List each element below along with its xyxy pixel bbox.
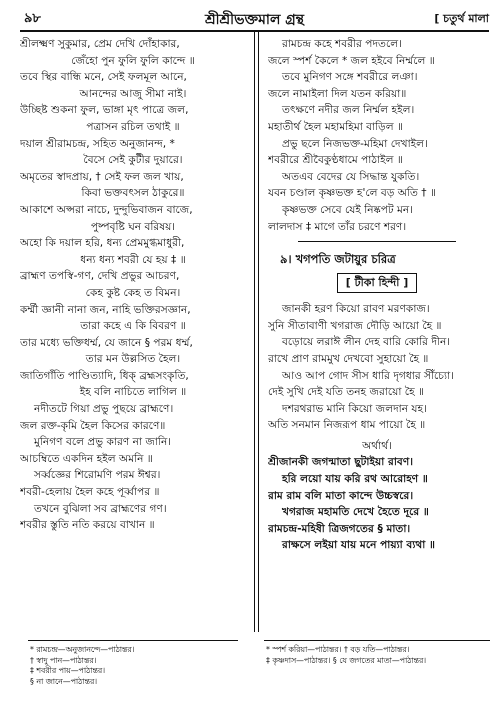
verse-line: তার মধ্যে ভক্তিধর্ম্ম, যে জানে § পরম ধর্ম্ম, — [20, 336, 193, 349]
verse-line: তবে স্থির বান্ধি মনে, সেই ফলমূল আনে, — [20, 71, 187, 84]
hindi-verse-line: বড়োয়ে লরাঈ লীন দেহ বারি কোরি দীন। — [282, 336, 451, 349]
verse-line: কেহ কুষ্ট কেহ ত বিমন। — [85, 286, 181, 299]
right-footnotes — [266, 645, 426, 666]
verse-line: বৈসে সেই কুটীর দুয়ারে। — [83, 154, 183, 167]
footnote-rule — [28, 640, 238, 641]
left-column — [20, 36, 246, 534]
verse-line: পুষ্পবৃষ্টি ঘন বরিষয়। — [90, 220, 176, 233]
verse-line: জেঁহো পুন ফুলি ফুলি কান্দে ॥ — [71, 54, 195, 67]
footnote: † স্বাদু পান—পাঠান্তর। — [30, 655, 97, 665]
verse-line: শ্রীজানকী জগন্মাতা ছুটাইয়া রাবণ। — [268, 456, 414, 469]
hindi-verse-line: দেই সুখি দেই যতি তনহ জরায়ো হৈ ॥ — [268, 386, 425, 399]
verse-line: লালদাস ‡ মাগে তাঁর চরণে শরণ। — [268, 220, 407, 233]
footnote: * রামচন্দ্র—অনুজানন্দে—পাঠান্তর। — [30, 645, 135, 654]
tika-label: [ টীকা হিন্দী ] — [337, 273, 417, 293]
verse-line: অমৃতের স্বাদপ্রায়, † সেই ফল জল খায়, — [20, 170, 184, 183]
verse-line: কর্ম্মী জ্ঞানী নানা জন, নাহি ভক্তিরসজ্ঞান, — [20, 303, 191, 316]
footnote: ‡ কৃষ্ণদাস—পাঠান্তর। § যে জগতের মাতা—পাঠান্তর। — [266, 655, 427, 665]
hindi-verse-line: জানকী হরণ কিয়ো রাবণ মরণকাজ। — [282, 303, 430, 316]
translation-label: অর্থার্থ। — [362, 439, 392, 452]
hindi-verse-line: আও আপ গোদ সীস ধারি দৃগধার সীঁচ্যো। — [282, 369, 454, 382]
verse-line: আনন্দের আজু সীমা নাই। — [79, 87, 187, 100]
footnote: * স্পর্শ করিয়া—পাঠান্তর। † বড় যতি—পাঠান্তর। — [266, 645, 410, 654]
verse-line: ব্রাহ্মণ তপস্বি-গণ, দেখি প্রভুর আচরণ, — [20, 270, 180, 283]
hindi-verse-line: অতি সনমান নিজরূপ ধাম পায়ো হৈ ॥ — [268, 419, 426, 432]
verse-line: রাক্ষসে লইয়া যায় মনে পায়্যা ব্যথা ॥ — [282, 539, 436, 552]
verse-line: খগরাজ মহামতি দেখে হৈতে দূরে ॥ — [282, 506, 429, 519]
verse-line: তার মন উল্লসিত হৈল। — [85, 353, 181, 366]
footnote: ‡ শবরীর পায়—পাঠান্তর। — [30, 666, 105, 676]
verse-line: শ্রীলক্ষ্মণ সুকুমার, প্রেম দেখি দোঁহাকার, — [20, 38, 180, 50]
verse-line: শবরীর স্তুতি নতি করয়ে বাখান ॥ — [20, 519, 155, 532]
verse-line: ইহ বলি নাচিতে লাগিল ॥ — [79, 386, 187, 399]
verse-line: আচম্বিতে একদিন হইল অমনি ॥ — [20, 452, 153, 465]
section-heading: ৯। খগপতি জটায়ুর চরিত্র — [280, 252, 396, 267]
verse-line: উচ্ছিষ্ট শুকনা ফুল, ভাঙ্গা মৃৎ পাত্রে জল, — [20, 104, 189, 117]
verse-line: মহাতীর্থ হৈল মহামহিমা বাড়িল ॥ — [268, 120, 403, 133]
verse-line: যবন চণ্ডাল কৃষ্ণভক্ত হ'লে বড় অতি † ॥ — [268, 187, 436, 200]
page-number: ৯৮ — [24, 11, 41, 26]
hindi-verse-line: দশরথরাভ মানি কিয়ো জলদান যহ। — [282, 402, 427, 415]
verse-line: তারা কহে এ কি বিবরণ ॥ — [80, 320, 186, 333]
verse-line: দয়াল শ্রীরামচন্দ্র, সহিত অনুজানন্দ, * — [20, 137, 175, 150]
verse-line: অহো কি দয়াল হরি, ধন্য প্রেমমুগ্ধমাধুরী, — [20, 237, 185, 250]
left-footnotes — [30, 645, 134, 687]
verse-line: কৃষ্ণভক্ত সেবে যেই নিষ্কপট মন। — [282, 203, 414, 216]
verse-line: নদীতটে গিয়া প্রভু পুছয়ে ব্রাহ্মণে। — [34, 403, 174, 416]
verse-line: জল রক্ত-কৃমি হৈল কিসের কারণে॥ — [20, 419, 166, 432]
verse-line: শবরী-হেলায় হৈল কহে পূর্ব্বাপর ॥ — [20, 486, 160, 499]
verse-line: ধন্য ধন্য শবরী যে হয় ‡ ॥ — [80, 253, 186, 266]
verse-line: জলে নামাইলা দিল যতন করিয়া॥ — [268, 87, 407, 100]
verse-line: হরি লয়ো যায় করি রথ আরোহণ ॥ — [282, 473, 428, 486]
verse-line: জাতিগাঁতি পাণ্ডিত্যাদি, ধিক্ ব্রহ্মসংকৃতি, — [20, 369, 189, 382]
verse-line: রামচন্দ্র-মহিষী ত্রিজগতের § মাতা। — [268, 522, 411, 535]
verse-line: অতএব বেদের যে সিদ্ধান্ত যুকতি। — [282, 170, 420, 183]
right-column — [268, 36, 486, 554]
hindi-verse-line: রাখে প্রাণ রামমুখ দেখবো সুহায়ো হৈ ॥ — [268, 352, 429, 365]
hindi-verse-line: সুনি সীতাবাণী খগরাজ দৌড়ি আয়ো হৈ ॥ — [268, 319, 442, 332]
page-header — [20, 6, 489, 28]
verse-line: আকাশে অপ্সরা নাচে, দুন্দুভিবাজন বাজে, — [20, 203, 193, 216]
tika-box — [268, 271, 486, 293]
section-divider — [298, 241, 456, 242]
verse-line: কিবা ভক্তবৎসল ঠাকুরে॥ — [81, 187, 185, 200]
verse-line: তবে মুনিগণ সঙ্গে শবরীরে লঞা। — [282, 71, 418, 84]
verse-line: শবরীরে শ্রীবৈকুণ্ঠধামে পাঠাইল ॥ — [268, 154, 403, 167]
verse-line: মুনিগণ বলে প্রভু কারণ না জানি। — [34, 436, 172, 449]
footnote-rule — [264, 640, 490, 641]
verse-line: সর্ব্বজ্ঞের শিরোমণি পরম ঈশ্বর। — [34, 469, 161, 482]
verse-line: পত্রাসন রচিল তথাই ॥ — [86, 120, 180, 133]
verse-line: রাম রাম বলি মাতা কান্দে উচ্চস্বরে। — [268, 489, 414, 502]
column-divider — [254, 32, 255, 632]
verse-line: তখনে বুঝিলা সব ব্রাহ্মণের গণ। — [34, 502, 167, 515]
verse-line: জলে স্পর্শ কৈলে * জল হইবে নির্ম্মলে ॥ — [268, 54, 435, 67]
column-divider — [258, 32, 259, 632]
verse-line: তৎক্ষণে নদীর জল নির্ম্মল হইল। — [282, 104, 415, 117]
verse-line: প্রভু ছলে নিজভক্ত-মহিমা দেখাইল। — [282, 137, 428, 150]
verse-line: রামচন্দ্র কহে শবরীর পদতলে। — [282, 38, 402, 50]
chapter-label: [ চতুর্থ মালা — [434, 12, 489, 25]
page-running-title: শ্রীশ্রীভক্তমাল গ্রন্থ — [204, 12, 305, 28]
footnote: § না জানে—পাঠান্তর। — [30, 676, 98, 686]
